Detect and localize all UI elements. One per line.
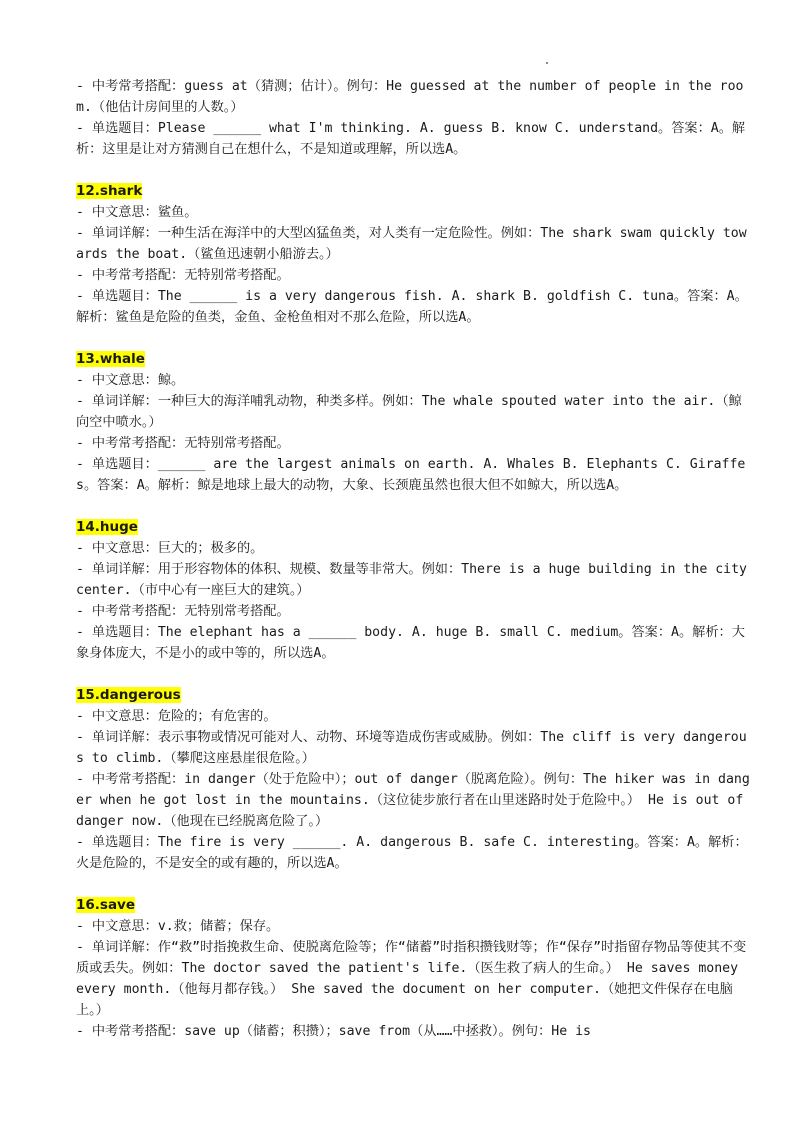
explanation-line: - 单词详解：作“救”时指挽救生命、使脱离危险等；作“储蓄”时指积攒钱财等；作“保存”时指留存物品等使其不变质或丢失。例如：The doctor saved the patient's life.（医生救了病人的生命。） He saves money every month.（他每月都存钱。） She saved the document on her computer.（她把文件保存在电脑上。） (76, 940, 747, 1018)
collocation-line: - 中考常考搭配：in danger（处于危险中）；out of danger（脱离危险）。例句：The hiker was in danger when he got lost in the mountains.（这位徒步旅行者在山里迷路时处于危险中。） He is out of danger now.（他现在已经脱离危险了。） (76, 772, 752, 829)
entry-dangerous (76, 685, 752, 874)
collocation-line: - 中考常考搭配：save up（储蓄；积攒）；save from（从……中拯救）。例句：He is (76, 1024, 591, 1039)
highlighted-word: 14.huge (76, 519, 138, 535)
entry-heading (76, 517, 752, 538)
page-mark (546, 62, 548, 64)
meaning-line: - 中文意思：v.救；储蓄；保存。 (76, 919, 280, 934)
quiz-line: - 单选题目：The ______ is a very dangerous fish. A. shark B. goldfish C. tuna。答案：A。解析：鲨鱼是危险的鱼类，金鱼、金枪鱼相对不那么危险，所以选A。 (76, 289, 748, 325)
highlighted-word: 16.save (76, 897, 136, 913)
quiz-line: - 单选题目：The elephant has a ______ body. A. huge B. small C. medium。答案：A。解析：大象身体庞大，不是小的或中等的，所以选A。 (76, 625, 745, 661)
entry-heading (76, 895, 752, 916)
highlighted-word: 13.whale (76, 351, 145, 367)
explanation-line: - 单词详解：表示事物或情况可能对人、动物、环境等造成伤害或威胁。例如：The cliff is very dangerous to climb.（攀爬这座悬崖很危险。） (76, 730, 747, 766)
entry-huge (76, 517, 755, 664)
entry-save (76, 895, 752, 1042)
meaning-line: - 中文意思：巨大的；极多的。 (76, 541, 264, 556)
explanation-line: - 单词详解：一种生活在海洋中的大型凶猛鱼类，对人类有一定危险性。例如：The shark swam quickly towards the boat.（鲨鱼迅速朝小船游去。） (76, 226, 747, 262)
entry-heading (76, 685, 752, 706)
quiz-line: - 单选题目：Please ______ what I'm thinking. A. guess B. know C. understand。答案：A。解析：这里是让对方猜测自己在想什么，不是知道或理解，所以选A。 (76, 121, 746, 157)
highlighted-word: 12.shark (76, 183, 143, 199)
collocation-line: - 中考常考搭配：无特别常考搭配。 (76, 268, 290, 283)
entry-whale (76, 349, 752, 496)
entry-shark (76, 181, 752, 328)
quiz-line: - 单选题目：______ are the largest animals on earth. A. Whales B. Elephants C. Giraffes。答案：A。解析：鲸是地球上最大的动物，大象、长颈鹿虽然也很大但不如鲸大，所以选A。 (76, 457, 746, 493)
collocation-line: - 中考常考搭配：guess at（猜测；估计）。例句：He guessed at the number of people in the room.（他估计房间里的人数。） (76, 79, 744, 115)
intro-block (76, 76, 752, 160)
meaning-line: - 中文意思：鲸。 (76, 373, 185, 388)
explanation-line: - 单词详解：一种巨大的海洋哺乳动物，种类多样。例如：The whale spouted water into the air.（鲸向空中喷水。） (76, 394, 742, 430)
meaning-line: - 中文意思：危险的；有危害的。 (76, 709, 277, 724)
meaning-line: - 中文意思：鲨鱼。 (76, 205, 198, 220)
document-body (76, 76, 755, 1042)
collocation-line: - 中考常考搭配：无特别常考搭配。 (76, 436, 290, 451)
collocation-line: - 中考常考搭配：无特别常考搭配。 (76, 604, 290, 619)
entry-heading (76, 349, 752, 370)
quiz-line: - 单选题目：The fire is very ______. A. dangerous B. safe C. interesting。答案：A。解析：火是危险的，不是安全的或有趣的，所以选A。 (76, 835, 748, 871)
entry-heading (76, 181, 752, 202)
highlighted-word: 15.dangerous (76, 687, 181, 703)
explanation-line: - 单词详解：用于形容物体的体积、规模、数量等非常大。例如：There is a huge building in the city center.（市中心有一座巨大的建筑。） (76, 562, 755, 598)
